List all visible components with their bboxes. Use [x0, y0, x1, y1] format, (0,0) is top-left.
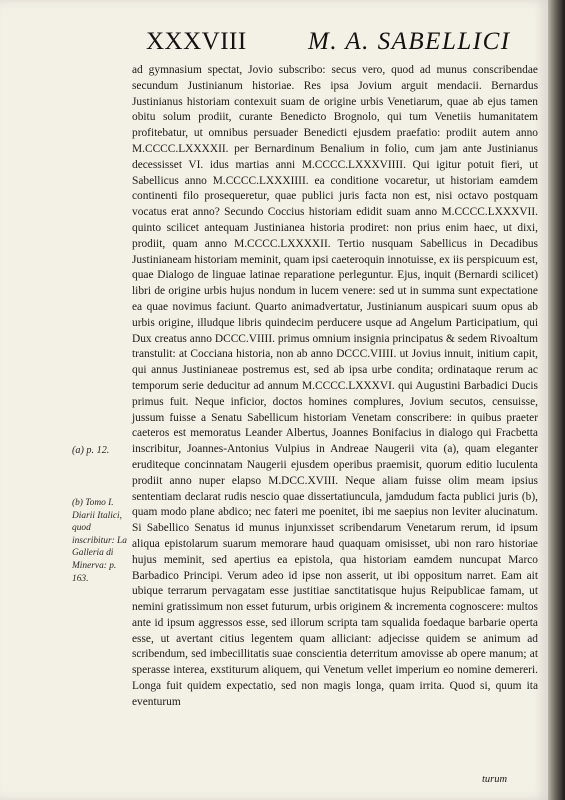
margin-note-b: (b) Tomo I. Diarii Italici, quod inscribitur: La Galleria di Minerva: p. 163. [72, 498, 127, 584]
page-header [140, 28, 520, 60]
page-edge-shadow [548, 0, 565, 800]
catchword: turum [482, 774, 508, 785]
body-paragraph: ad gymnasium spectat, Jovio subscribo: secus vero, quod ad munus conscribendae secundum Justinianum historiae. Res ipsa Jovium arguit mendacii. Bernardus Justinianus historiam contexuit suam de origine urbis Venetiarum, quae ab ejus tamen obitu solum prodiit, curante Benedicto Brognolo, qui tum Venetiis humanitatem profitebatur, ut omnibus persuader Benedicti ejusdem praefatio: prodiit autem anno M.CCCC.LXXXXII. per Bernardinum Benalium in folio, cum jam ante Justinianus decessisset VI. idus martias anni M.CCCC.LXXXVIIII. Qui igitur potuit fieri, ut Sabellicus anno M.CCCC.LXXXIIII. ea conditione vocaretur, ut historiam eamdem continenti filo prosequeretur, quae publici juris facta non est, nisi octavo postquam vocatus erat anno? Secundo Coccius historiam edidit suam anno M.CCCC.LXXXVII. quinto scilicet antequam Justinianea historia prodiret: non prius enim haec, ut dixi, prodiit, quam anno M.CCCC.LXXXXII. Tertio nusquam Sabellicus in Decadibus Justinianeam historiam meminit, quam ipsi caeteroquin innotuisse, ex iis perspicuum est, quae Dialogo de linguae latinae reparatione perleguntur. Ejus, inquit (Bernardi scilicet) libri de origine urbis hujus nondum in lucem venere: sed ut in summa sunt expectatione ea quae novimus faciunt. Quarto animadvertatur, Justinianum auspicari suum opus ab urbis origine, illudque libris quindecim perducere usque ad Angelum Participatium, qui Dux creatus anno DCCC.VIIII. primus omnium insignia principatus & sedem Rivoaltum transtulit: at Cocciana historia, non ab anno DCCC.VIIII. ut Jovius innuit, initium capit, qui annus Justinianeae postremus est, sed ab ipsa urbe condita; ordinataque rerum ac temporum serie deducitur ad annum M.CCCC.LXXXVI. qui Augustini Barbadici Ducis primus fuit. Neque inficior, doctos homines complures, Jovium secutos, censuisse, jussum fuisse a Senatu Sabellicum historiam Venetam conscribere: in quibus praeter caeteros est memoratus Leander Albertus, Joannes Bonifacius in dialogo qui Fracbetta inscribitur, Joannes-Antonius Vulpius in Andreae Naugerii vita (a), quam eleganter eruditeque concinnatam Naugerii ejusdem operibus praemisit, quorum editio luculenta prodiit anno nuper elapso M.DCC.XVIII. Neque aliam fuisse olim meam ipsius sententiam declarat rudis nescio quae dissertatiuncula, jamdudum facta publici juris (b), quam modo plane abdico; nec fateri me poenitet, ibi me saepius non leviter alucinatum. Si Sabellico Senatus id munus injunxisset scribendarum Venetarum rerum, id ipsum aliqua epistolarum suarum memorare haud quaquam omisisset, ubi non raro historiae hujus meminit, sed apertius ea epistola, qua historiam eamdem nuncupat Marco Barbadico Principi. Verum adeo id ipse non asserit, ut ibi oppositum narret. Eam ait ubique terrarum pervagatam esse justitiae sanctitatisque hujus Reipublicae famam, ut nemini gratissimum non esset futurum, urbis originem & incrementa cognoscere: multos ante id ipsum aggressos esse, sed illorum scripta tam squalida foedaque barbarie operta esse, ut avertant citius legentem quam alliciant: adjecisse quidem se animum ad scribendum, sed imbecillitatis suae conscientia deterritum amovisse ab opere manum; at sperasse interea, exstiturum aliquem, qui Venetum vellet imperium eo nomine demereri. Longa fuit quidem expectatio, sed non magis longa, quam irrita. Quod si, quum ita eventurum [132, 64, 538, 708]
running-title: M. A. SABELLICI [308, 28, 511, 55]
body-text [132, 63, 538, 711]
page-number: XXXVIII [146, 28, 247, 55]
margin-note-a: (a) p. 12. [72, 445, 110, 456]
